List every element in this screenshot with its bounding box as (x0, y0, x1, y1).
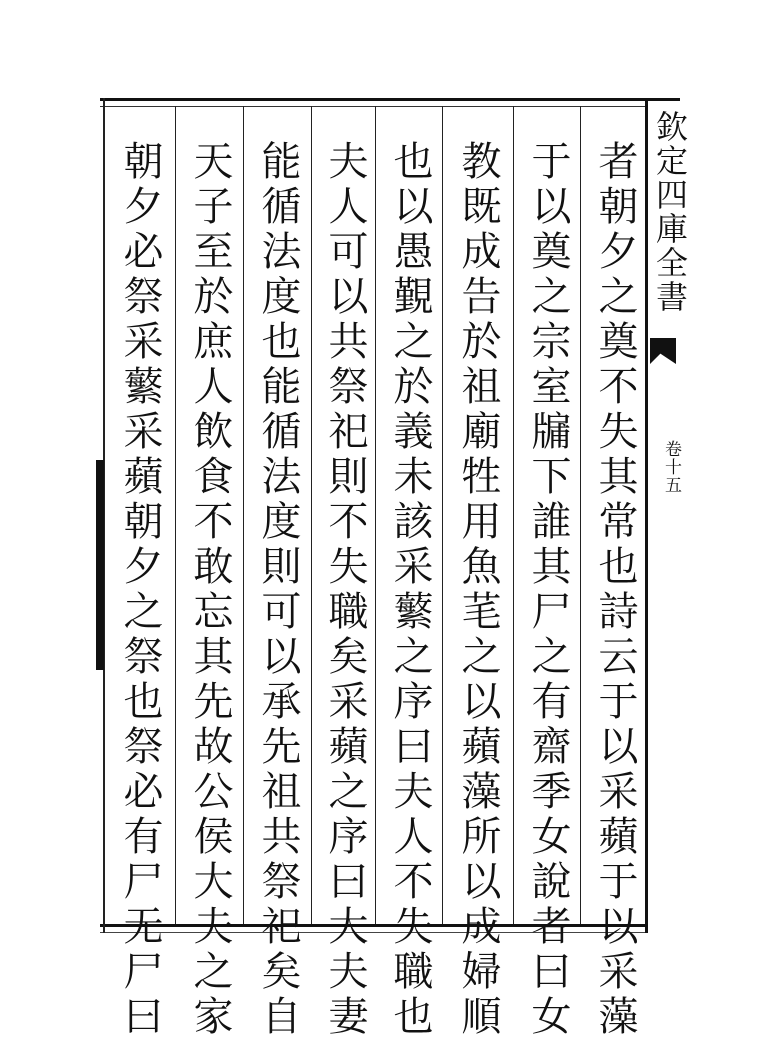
text-column-6: 能循法度也能循法度則可以承先祖共祭祀矣自 (255, 140, 301, 1040)
frame-left-binding-mark (96, 460, 104, 670)
column-divider (442, 106, 443, 924)
column-divider (243, 106, 244, 924)
column-divider (580, 106, 581, 924)
text-column-8: 朝夕必祭采蘩采蘋朝夕之祭也祭必有尸无尸曰 (117, 140, 163, 1040)
column-divider (513, 106, 514, 924)
text-column-3: 教既成告於祖廟牲用魚芼之以蘋藻所以成婦順 (455, 140, 501, 1040)
text-column-2: 于以奠之宗室牖下誰其尸之有齋季女說者曰女 (525, 140, 571, 1040)
text-column-4: 也以愚覲之於義未該采蘩之序曰夫人不失職也 (387, 140, 433, 1040)
column-divider (175, 106, 176, 924)
frame-top-border (100, 98, 680, 101)
text-column-1: 者朝夕之奠不失其常也詩云于以采蘋于以采藻 (592, 140, 638, 1040)
frame-top-inner-border (100, 106, 645, 107)
fish-tail-mark (650, 338, 676, 364)
column-divider (375, 106, 376, 924)
text-column-5: 夫人可以共祭祀則不失職矣采蘋之序曰大夫妻 (322, 140, 368, 1040)
book-title: 欽定四庫全書 (651, 110, 689, 314)
column-divider (311, 106, 312, 924)
text-column-7: 天子至於庶人飲食不敢忘其先故公侯大夫之家 (187, 140, 233, 1040)
volume-label: 卷十五 (661, 440, 681, 494)
